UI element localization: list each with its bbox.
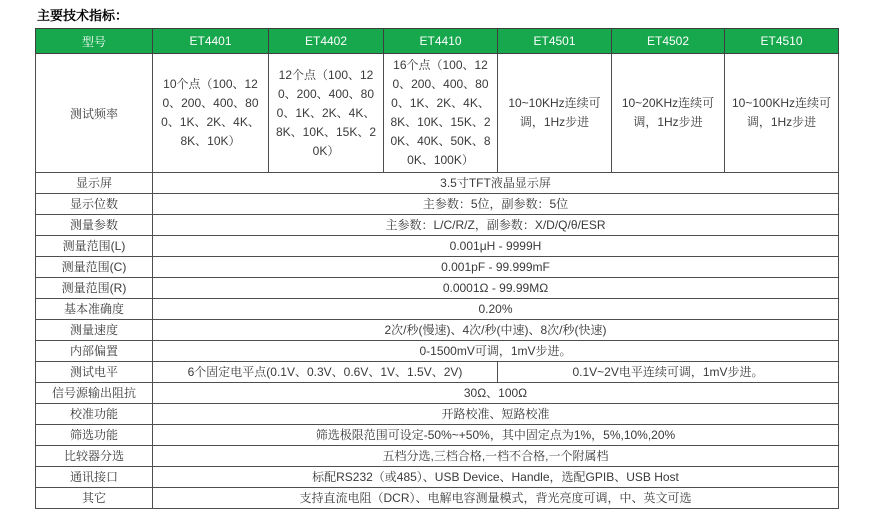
freq-row bbox=[36, 54, 839, 173]
row-value: 0.001μH - 9999H bbox=[153, 236, 839, 257]
row-value-split-1: 0.1V~2V电平连续可调，1mV步进。 bbox=[498, 362, 839, 383]
row-value: 标配RS232（或485）、USB Device、Handle，选配GPIB、USB Host bbox=[153, 467, 839, 488]
freq-cell-2: 16个点（100、120、200、400、800、1K、2K、4K、8K、10K、15K、20K、40K、50K、80K、100K） bbox=[384, 54, 498, 173]
row-label: 显示屏 bbox=[36, 173, 153, 194]
table-row bbox=[36, 173, 839, 194]
row-value: 2次/秒(慢速)、4次/秒(中速)、8次/秒(快速) bbox=[153, 320, 839, 341]
row-label: 内部偏置 bbox=[36, 341, 153, 362]
table-row bbox=[36, 383, 839, 404]
row-label: 其它 bbox=[36, 488, 153, 509]
table-row bbox=[36, 194, 839, 215]
row-label: 测量参数 bbox=[36, 215, 153, 236]
row-value: 0-1500mV可调，1mV步进。 bbox=[153, 341, 839, 362]
row-label: 通讯接口 bbox=[36, 467, 153, 488]
row-value: 主参数：L/C/R/Z，副参数：X/D/Q/θ/ESR bbox=[153, 215, 839, 236]
header-cell-2: ET4402 bbox=[269, 29, 384, 54]
table-row bbox=[36, 362, 839, 383]
header-cell-1: ET4401 bbox=[153, 29, 269, 54]
freq-cell-0: 10个点（100、120、200、400、800、1K、2K、4K、8K、10K） bbox=[153, 54, 269, 173]
row-label: 测量范围(C) bbox=[36, 257, 153, 278]
table-row bbox=[36, 425, 839, 446]
row-value: 支持直流电阻（DCR）、电解电容测量模式，背光亮度可调，中、英文可选 bbox=[153, 488, 839, 509]
row-label: 筛选功能 bbox=[36, 425, 153, 446]
row-value: 主参数：5位，副参数：5位 bbox=[153, 194, 839, 215]
row-label: 比较器分选 bbox=[36, 446, 153, 467]
freq-cell-3: 10~10KHz连续可调，1Hz步进 bbox=[498, 54, 612, 173]
row-value: 五档分选,三档合格,一档不合格,一个附属档 bbox=[153, 446, 839, 467]
header-cell-6: ET4510 bbox=[725, 29, 839, 54]
row-value: 0.20% bbox=[153, 299, 839, 320]
row-value: 筛选极限范围可设定-50%~+50%，其中固定点为1%，5%,10%,20% bbox=[153, 425, 839, 446]
row-label: 显示位数 bbox=[36, 194, 153, 215]
row-label: 信号源输出阻抗 bbox=[36, 383, 153, 404]
header-cell-4: ET4501 bbox=[498, 29, 612, 54]
row-label: 测量范围(L) bbox=[36, 236, 153, 257]
table-row bbox=[36, 320, 839, 341]
row-value: 30Ω、100Ω bbox=[153, 383, 839, 404]
table-row bbox=[36, 488, 839, 509]
table-row bbox=[36, 446, 839, 467]
table-row bbox=[36, 299, 839, 320]
header-cell-3: ET4410 bbox=[384, 29, 498, 54]
freq-cell-4: 10~20KHz连续可调，1Hz步进 bbox=[612, 54, 725, 173]
header-cell-0: 型号 bbox=[36, 29, 153, 54]
header-row bbox=[36, 29, 839, 54]
spec-table-body bbox=[36, 54, 839, 509]
row-label: 测量范围(R) bbox=[36, 278, 153, 299]
row-label: 测试电平 bbox=[36, 362, 153, 383]
freq-cell-5: 10~100KHz连续可调，1Hz步进 bbox=[725, 54, 839, 173]
table-row bbox=[36, 278, 839, 299]
spec-table bbox=[35, 28, 839, 509]
row-value: 0.0001Ω - 99.99MΩ bbox=[153, 278, 839, 299]
table-row bbox=[36, 215, 839, 236]
row-label: 校准功能 bbox=[36, 404, 153, 425]
table-row bbox=[36, 236, 839, 257]
freq-cell-1: 12个点（100、120、200、400、800、1K、2K、4K、8K、10K、15K、20K） bbox=[269, 54, 384, 173]
row-value-split-0: 6个固定电平点(0.1V、0.3V、0.6V、1V、1.5V、2V) bbox=[153, 362, 498, 383]
table-row bbox=[36, 467, 839, 488]
row-label: 基本准确度 bbox=[36, 299, 153, 320]
row-value: 3.5寸TFT液晶显示屏 bbox=[153, 173, 839, 194]
row-value: 0.001pF - 99.999mF bbox=[153, 257, 839, 278]
page-title: 主要技术指标： bbox=[37, 8, 129, 23]
table-row bbox=[36, 404, 839, 425]
row-label: 测试频率 bbox=[36, 54, 153, 173]
table-row bbox=[36, 257, 839, 278]
row-label: 测量速度 bbox=[36, 320, 153, 341]
spec-table-header bbox=[36, 29, 839, 54]
table-row bbox=[36, 341, 839, 362]
header-cell-5: ET4502 bbox=[612, 29, 725, 54]
row-value: 开路校准、短路校准 bbox=[153, 404, 839, 425]
